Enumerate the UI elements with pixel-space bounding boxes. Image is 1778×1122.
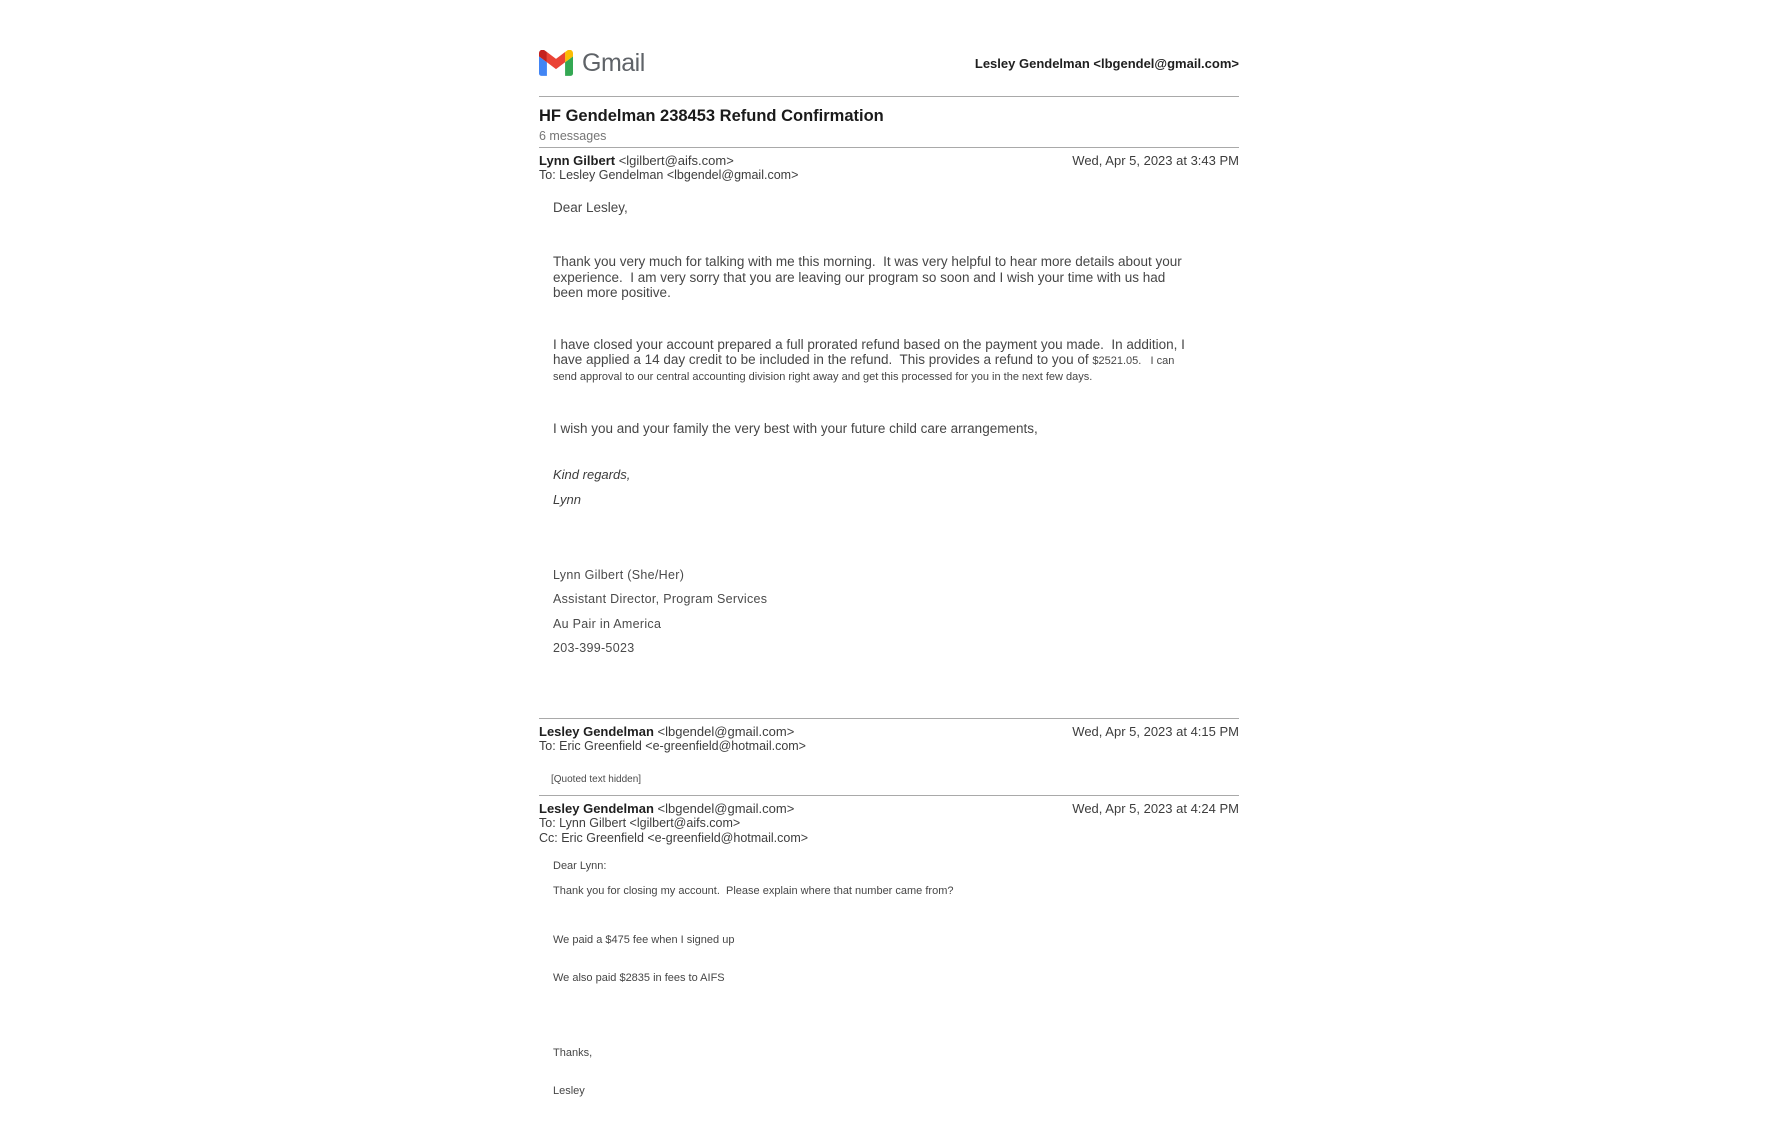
- print-page: [539, 0, 1239, 1122]
- gmail-print-header: [539, 44, 1239, 82]
- message-3-to-line: To: Lynn Gilbert <lgilbert@aifs.com>: [539, 816, 741, 830]
- sender-email: <lgilbert@aifs.com>: [618, 153, 734, 168]
- signature-company: Au Pair in America: [553, 616, 662, 631]
- gmail-wordmark: Gmail: [582, 48, 645, 77]
- message-2-from-line: [539, 724, 806, 739]
- header-divider: [539, 96, 1239, 97]
- message-2-from-block: [539, 724, 806, 754]
- message-3-cc-line: Cc: Eric Greenfield <e-greenfield@hotmail.com>: [539, 830, 809, 845]
- paragraph-refund: [553, 337, 1195, 385]
- signature-name: Lynn Gilbert (She/Her): [553, 567, 685, 582]
- paragraph: I wish you and your family the very best with your future child care arrangements,: [553, 421, 1038, 436]
- sender-name: Lesley Gendelman: [539, 801, 654, 816]
- closing-name: Lynn: [553, 491, 581, 507]
- thanks-line: Thanks,: [553, 1047, 593, 1059]
- greeting: Dear Lynn:: [553, 860, 607, 872]
- message-divider: [539, 718, 1239, 719]
- sender-email: <lbgendel@gmail.com>: [657, 723, 795, 739]
- subject-divider: [539, 147, 1239, 148]
- message-divider: [539, 795, 1239, 796]
- message-3-header: [539, 801, 1239, 845]
- message-3-from-block: [539, 801, 808, 845]
- sender-email: <lbgendel@gmail.com>: [657, 801, 795, 816]
- spacer: [539, 785, 1239, 795]
- thread-subject: HF Gendelman 238453 Refund Confirmation: [539, 107, 884, 125]
- message-3-body: [539, 860, 1239, 1122]
- signature-title: Assistant Director, Program Services: [553, 592, 768, 606]
- fees-paragraph: [553, 909, 1239, 1009]
- message-1-to-line: To: Lesley Gendelman <lbgendel@gmail.com>: [539, 168, 799, 182]
- message-1-body: [539, 200, 1239, 661]
- message-1-from-line: [539, 153, 798, 168]
- message-count: 6 messages: [539, 129, 607, 143]
- account-identity: Lesley Gendelman <lbgendel@gmail.com>: [974, 55, 1239, 71]
- quoted-text-hidden-note: [Quoted text hidden]: [551, 774, 642, 785]
- signoff-name: Lesley: [553, 1084, 585, 1097]
- message-1: [539, 153, 1239, 661]
- gmail-logo: [539, 49, 645, 78]
- message-2-date: Wed, Apr 5, 2023 at 4:15 PM: [1072, 723, 1239, 739]
- message-3: [539, 801, 1239, 1122]
- gmail-m-icon: [539, 50, 573, 76]
- message-1-header: [539, 153, 1239, 183]
- message-2-to-line: To: Eric Greenfield <e-greenfield@hotmail.com>: [539, 738, 806, 753]
- message-1-from-block: [539, 153, 798, 183]
- signoff-paragraph: [553, 1022, 1239, 1122]
- sender-name: Lynn Gilbert: [539, 153, 616, 168]
- sender-name: Lesley Gendelman: [539, 723, 654, 739]
- message-3-date: Wed, Apr 5, 2023 at 4:24 PM: [1072, 801, 1239, 816]
- signature-block: [553, 563, 1239, 661]
- signature-phone: 203-399-5023: [553, 641, 635, 655]
- message-2-header: [539, 724, 1239, 754]
- message-1-date: Wed, Apr 5, 2023 at 3:43 PM: [1072, 153, 1239, 168]
- message-2: [539, 724, 1239, 786]
- refund-text: I have closed your account prepared a full prorated refund based on the payment you made. In addition, I have applied a 14 day credit to be included in the refund. This provides a refund to you of: [553, 336, 1189, 367]
- greeting: Dear Lesley,: [553, 199, 628, 215]
- fee-line-1: We paid a $475 fee when I signed up: [553, 934, 735, 946]
- paragraph: Thank you very much for talking with me this morning. It was very helpful to hear more details about your experience. I am very sorry that you are leaving our program so soon and I wish your time with us had been more positive.: [553, 254, 1186, 300]
- refund-amount-text: $2521.05. I can send approval to our central accounting division right away and get this processed for you in the next few days.: [553, 355, 1178, 383]
- paragraph: Thank you for closing my account. Please explain where that number came from?: [553, 884, 954, 897]
- spacer: [539, 661, 1239, 718]
- fee-line-2: We also paid $2835 in fees to AIFS: [553, 971, 725, 984]
- closing: Kind regards,: [553, 466, 631, 482]
- message-3-from-line: [539, 801, 808, 816]
